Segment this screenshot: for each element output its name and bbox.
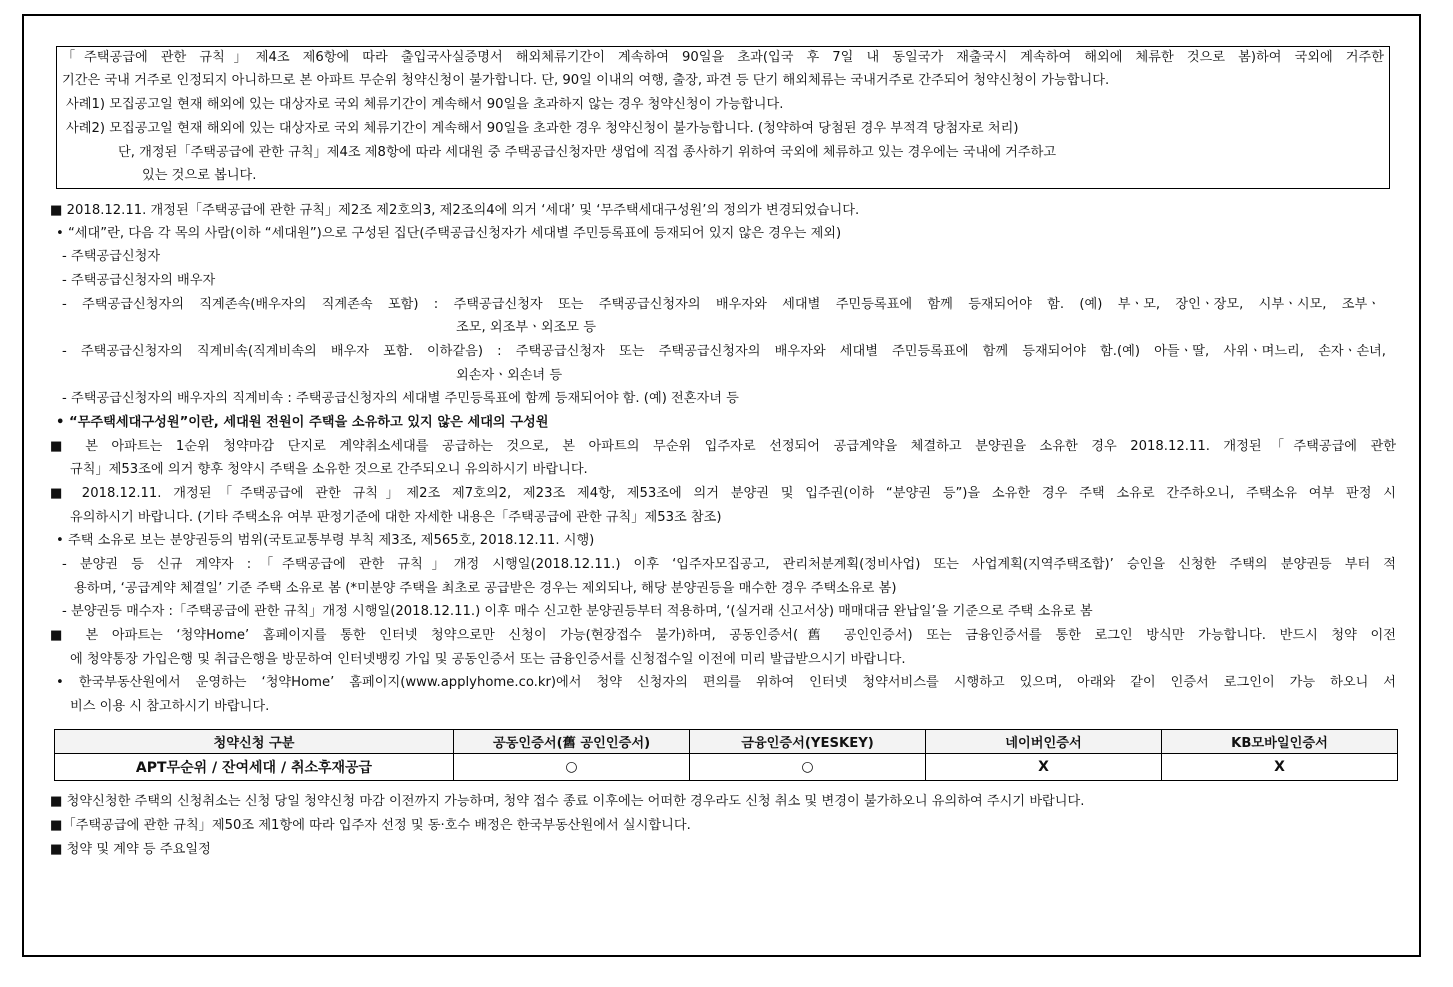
list-item: - 주택공급신청자의 직계존속(배우자의 직계존속 포함) : 주택공급신청자 또는 주택공급신청자의 배우자와 세대별 주민등록표에 함께 등재되어야 함. (예) 부ㆍ모, 장인ㆍ장모, 시부ㆍ시모, 조부ㆍ	[62, 297, 1380, 312]
list-item-continuation: 용하며, ‘공급계약 체결일’ 기준 주택 소유로 봄 (*미분양 주택을 최초로 공급받은 경우는 제외되나, 해당 분양권등을 매수한 경우 주택소유로 봄)	[74, 581, 897, 596]
notice-example-1: 사례1) 모집공고일 현재 해외에 있는 대상자로 국외 체류기간이 계속해서 90일을 초과하지 않는 경우 청약신청이 가능합니다.	[66, 97, 784, 112]
notice-example-2: 사례2) 모집공고일 현재 해외에 있는 대상자로 국외 체류기간이 계속해서 90일을 초과한 경우 청약신청이 불가능합니다. (청약하여 당첨된 경우 부적격 당첨자로 처리)	[66, 121, 1019, 136]
table-row	[55, 754, 1398, 781]
section-bullet: ■ 본 아파트는 1순위 청약마감 단지로 계약취소세대를 공급하는 것으로, 본 아파트의 무순위 입주자로 선정되어 공급계약을 체결하고 분양권을 소유한 경우 2018.12.11. 개정된「주택공급에 관한	[50, 439, 1396, 454]
list-item-continuation: 비스 이용 시 참고하시기 바랍니다.	[70, 699, 270, 714]
list-item: - 주택공급신청자의 배우자	[62, 273, 216, 288]
list-item: - 주택공급신청자	[62, 249, 161, 264]
list-item: • “무주택세대구성원”이란, 세대원 전원이 주택을 소유하고 있지 않은 세대의 구성원	[56, 415, 549, 430]
list-item-continuation: 외손자ㆍ외손녀 등	[456, 368, 563, 383]
table-header-cell: 청약신청 구분	[55, 730, 454, 754]
list-item: • 한국부동산원에서 운영하는 ‘청약Home’ 홈페이지(www.applyhome.co.kr)에서 청약 신청자의 편의를 위하여 인터넷 청약서비스를 시행하고 있으며, 아래와 같이 인증서 로그인이 가능 하오니 서	[56, 675, 1396, 690]
notice-line: 「주택공급에 관한 규칙」제4조 제6항에 따라 출입국사실증명서 해외체류기간이 계속하여 90일을 초과(입국 후 7일 내 동일국가 재출국시 계속하여 해외에 체류한 것으로 봄)하여 국외에 거주한	[62, 50, 1384, 65]
section-bullet: ■ 2018.12.11. 개정된「주택공급에 관한 규칙」제2조 제7호의2, 제23조 제4항, 제53조에 의거 분양권 및 입주권(이하 “분양권 등”)을 소유한 경우 주택 소유로 간주하오니, 주택소유 여부 판정 시	[50, 486, 1396, 501]
table-cell: APT무순위 / 잔여세대 / 취소후재공급	[55, 754, 454, 781]
list-item: - 주택공급신청자의 직계비속(직계비속의 배우자 포함. 이하같음) : 주택공급신청자 또는 주택공급신청자의 배우자와 세대별 주민등록표에 함께 등재되어야 함.(예) 아들ㆍ딸, 사위ㆍ며느리, 손자ㆍ손녀,	[62, 344, 1386, 359]
table-header-cell: 금융인증서(YESKEY)	[690, 730, 926, 754]
notice-line: 있는 것으로 봅니다.	[142, 168, 257, 183]
table-header-cell: 네이버인증서	[926, 730, 1162, 754]
list-item: - 주택공급신청자의 배우자의 직계비속 : 주택공급신청자의 세대별 주민등록표에 함께 등재되어야 함. (예) 전혼자녀 등	[62, 391, 739, 406]
section-bullet: ■ 청약신청한 주택의 신청취소는 신청 당일 청약신청 마감 이전까지 가능하며, 청약 접수 종료 이후에는 어떠한 경우라도 신청 취소 및 변경이 불가하오니 유의하여 주시기 바랍니다.	[50, 794, 1085, 809]
list-item: - 분양권등 매수자 :「주택공급에 관한 규칙」개정 시행일(2018.12.11.) 이후 매수 신고한 분양권등부터 적용하며, ‘(실거래 신고서상) 매매대금 완납일’을 기준으로 주택 소유로 봄	[62, 604, 1093, 619]
table-header-row	[55, 730, 1398, 754]
list-item-continuation: 조모, 외조부ㆍ외조모 등	[456, 320, 596, 335]
table-cell: ○	[690, 754, 926, 781]
table-header-cell: KB모바일인증서	[1162, 730, 1398, 754]
section-continuation: 에 청약통장 가입은행 및 취급은행을 방문하여 인터넷뱅킹 가입 및 공동인증서 또는 금융인증서를 신청접수일 이전에 미리 발급받으시기 바랍니다.	[70, 652, 906, 667]
section-bullet: ■ 2018.12.11. 개정된「주택공급에 관한 규칙」제2조 제2호의3, 제2조의4에 의거 ‘세대’ 및 ‘무주택세대구성원’의 정의가 변경되었습니다.	[50, 203, 860, 218]
table-cell: X	[926, 754, 1162, 781]
section-continuation: 규칙」제53조에 의거 향후 청약시 주택을 소유한 것으로 간주되오니 유의하시기 바랍니다.	[70, 462, 588, 477]
notice-line: 기간은 국내 거주로 인정되지 아니하므로 본 아파트 무순위 청약신청이 불가합니다. 단, 90일 이내의 여행, 출장, 파견 등 단기 해외체류는 국내거주로 간주되어 청약신청이 가능합니다.	[62, 73, 1110, 88]
list-item: • “세대”란, 다음 각 목의 사람(이하 “세대원”)으로 구성된 집단(주택공급신청자가 세대별 주민등록표에 등재되어 있지 않은 경우는 제외)	[56, 226, 842, 241]
section-bullet: ■ 본 아파트는 ‘청약Home’ 홈페이지를 통한 인터넷 청약으로만 신청이 가능(현장접수 불가)하며, 공동인증서(舊 공인인증서) 또는 금융인증서를 통한 로그인 방식만 가능합니다. 반드시 청약 이전	[50, 628, 1396, 643]
list-item: • 주택 소유로 보는 분양권등의 범위(국토교통부령 부칙 제3조, 제565호, 2018.12.11. 시행)	[56, 533, 595, 548]
section-bullet: ■ 청약 및 계약 등 주요일정	[50, 842, 211, 857]
certificate-login-table	[54, 729, 1398, 781]
table-cell: ○	[454, 754, 690, 781]
section-continuation: 유의하시기 바랍니다. (기타 주택소유 여부 판정기준에 대한 자세한 내용은「주택공급에 관한 규칙」제53조 참조)	[70, 510, 722, 525]
table-cell: X	[1162, 754, 1398, 781]
section-bullet: ■「주택공급에 관한 규칙」제50조 제1항에 따라 입주자 선정 및 동·호수 배정은 한국부동산원에서 실시합니다.	[50, 818, 691, 833]
notice-line: 단, 개정된「주택공급에 관한 규칙」제4조 제8항에 따라 세대원 중 주택공급신청자만 생업에 직접 종사하기 위하여 국외에 체류하고 있는 경우에는 국내에 거주하고	[118, 145, 1057, 160]
table-header-cell: 공동인증서(舊 공인인증서)	[454, 730, 690, 754]
list-item: - 분양권 등 신규 계약자 :「주택공급에 관한 규칙」개정 시행일(2018.12.11.) 이후 ‘입주자모집공고, 관리처분계획(정비사업) 또는 사업계획(지역주택조합)’ 승인을 신청한 주택의 분양권등 부터 적	[62, 557, 1396, 572]
